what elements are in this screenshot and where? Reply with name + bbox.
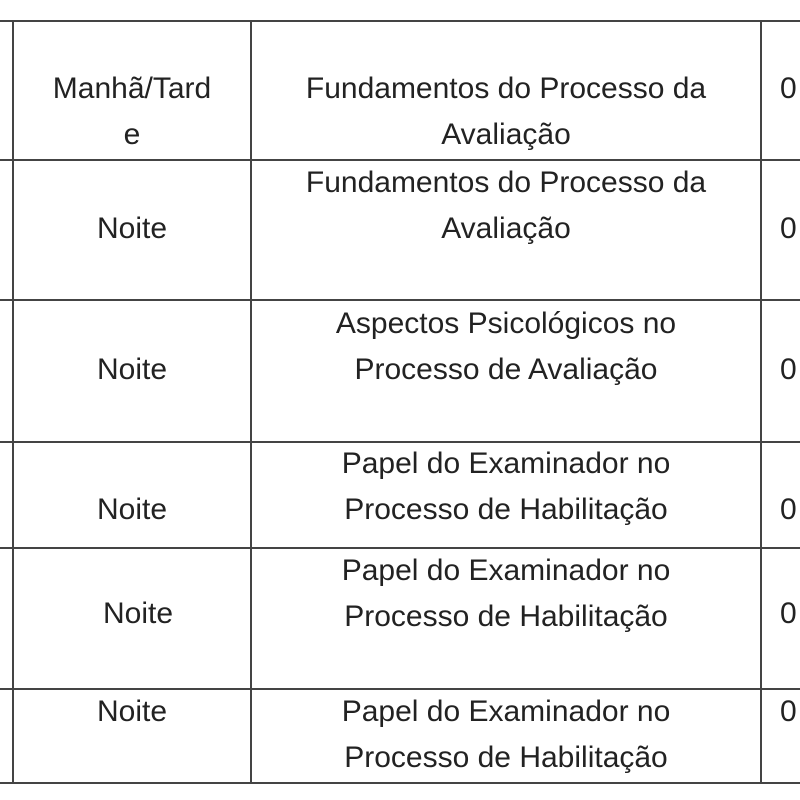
course-text-line: Fundamentos do Processo da [305, 166, 707, 199]
table-border-bottom [0, 782, 800, 784]
shift-text-line: Noite [102, 597, 174, 630]
shift-text-line: Noite [96, 353, 168, 386]
table-border-top [0, 20, 800, 22]
table-row-6-course [252, 689, 760, 781]
table-row-3-number: 0 [780, 353, 797, 386]
course-text-line: Papel do Examinador no [341, 447, 671, 480]
table-row-4-number: 0 [780, 493, 797, 526]
shift-text-line: e [123, 118, 141, 151]
course-text-line: Fundamentos do Processo da [305, 72, 707, 105]
course-text-line: Papel do Examinador no [341, 695, 671, 728]
course-text-line: Avaliação [441, 212, 571, 245]
table-row-6-shift [14, 689, 250, 735]
course-text-line: Aspectos Psicológicos no [335, 307, 677, 340]
table-row-4-course [252, 441, 760, 533]
course-text-line: Processo de Habilitação [344, 741, 668, 774]
course-text-line: Processo de Avaliação [354, 353, 658, 386]
course-text-line: Papel do Examinador no [341, 554, 671, 587]
course-text-line: Processo de Habilitação [344, 600, 668, 633]
shift-text-line: Manhã/Tard [52, 72, 212, 105]
table-row-3-shift [14, 347, 250, 393]
table-row-1-number: 0 [780, 72, 797, 105]
table-row-1-course [252, 66, 760, 158]
table-row-4-shift [14, 487, 250, 533]
table-row-1-shift [14, 66, 250, 158]
table-row-2-number: 0 [780, 212, 797, 245]
table-row-2-shift [14, 206, 250, 252]
table-row-3-course [252, 301, 760, 393]
column-divider [760, 21, 762, 784]
course-text-line: Processo de Habilitação [344, 493, 668, 526]
shift-text-line: Noite [96, 695, 168, 728]
table-row-5-course [252, 548, 760, 640]
course-text-line: Avaliação [441, 118, 571, 151]
shift-text-line: Noite [96, 212, 168, 245]
table-row-2-course [252, 160, 760, 252]
table-row-6-number: 0 [780, 695, 797, 728]
table-row-5-number: 0 [780, 597, 797, 630]
table-row-5-shift [20, 591, 256, 637]
shift-text-line: Noite [96, 493, 168, 526]
